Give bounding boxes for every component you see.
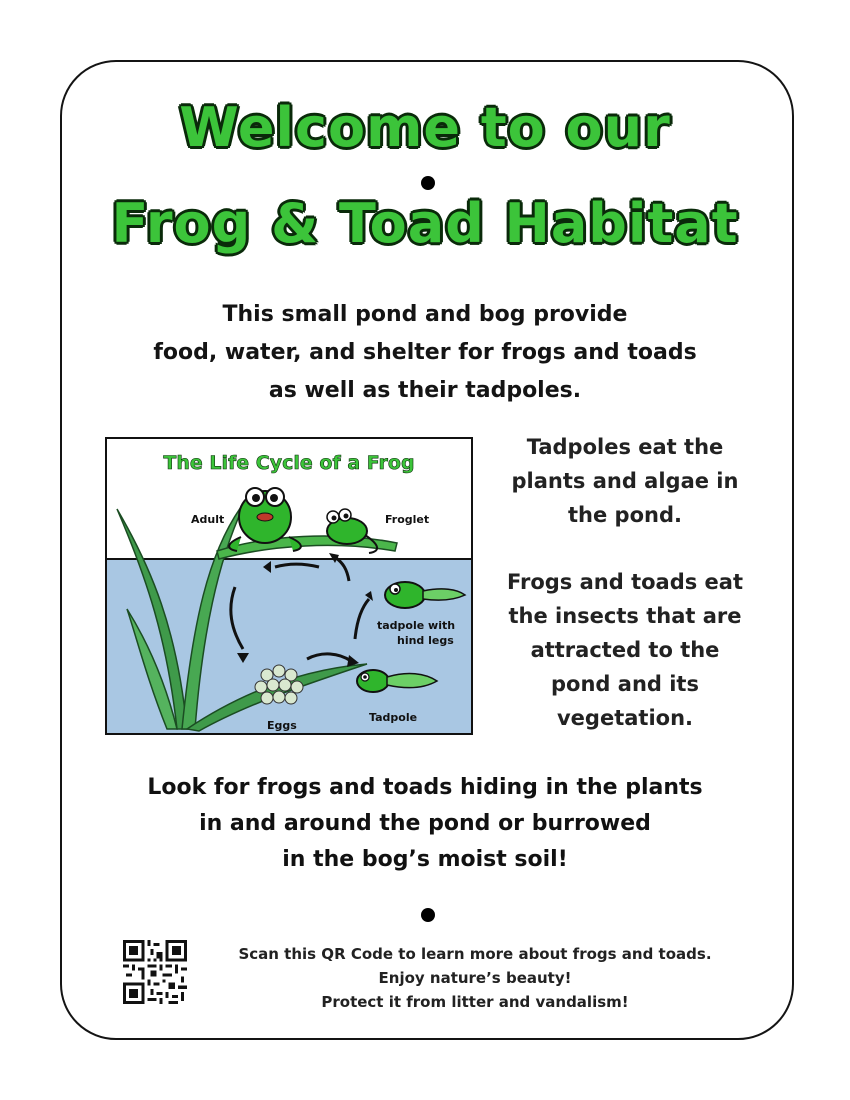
title-line-2: Frog & Toad Habitat [111, 192, 739, 255]
life-cycle-illustration [107, 439, 471, 733]
frog-diet-text [490, 565, 760, 735]
intro-line: This small pond and bog provide [222, 302, 628, 327]
label-adult: Adult [191, 513, 225, 526]
mounting-hole-top [421, 176, 435, 190]
footer-line: Enjoy nature’s beauty! [378, 969, 572, 987]
side-line: the insects that are [508, 604, 742, 628]
look-line: in and around the pond or burrowed [199, 811, 651, 836]
look-for-frogs-text [90, 770, 760, 878]
side-line: vegetation. [556, 706, 693, 730]
intro-line: food, water, and shelter for frogs and toads [153, 340, 697, 365]
frog-eggs [255, 665, 303, 704]
label-eggs: Eggs [267, 719, 297, 732]
diagram-title: The Life Cycle of a Frog [163, 452, 415, 474]
label-tadpole-legs-2: hind legs [397, 634, 454, 647]
side-line: pond and its [551, 672, 699, 696]
label-froglet: Froglet [385, 513, 430, 526]
life-cycle-diagram [105, 437, 473, 735]
side-line: Tadpoles eat the [526, 435, 724, 459]
side-line: attracted to the [530, 638, 720, 662]
tadpole-diet-text [490, 430, 760, 532]
mounting-hole-bottom [421, 908, 435, 922]
look-line: Look for frogs and toads hiding in the plants [147, 775, 703, 800]
side-line: the pond. [568, 503, 682, 527]
side-line: Frogs and toads eat [506, 570, 744, 594]
footer-text [195, 942, 755, 1014]
footer-line: Scan this QR Code to learn more about frogs and toads. [238, 945, 712, 963]
title-line-1: Welcome to our [179, 96, 671, 159]
footer-line: Protect it from litter and vandalism! [321, 993, 629, 1011]
intro-line: as well as their tadpoles. [268, 378, 582, 403]
intro-text [100, 296, 750, 410]
label-tadpole-legs-1: tadpole with [377, 619, 456, 632]
side-line: plants and algae in [511, 469, 739, 493]
look-line: in the bog’s moist soil! [282, 847, 568, 872]
label-tadpole: Tadpole [369, 711, 418, 724]
qr-code-icon[interactable] [123, 940, 187, 1004]
